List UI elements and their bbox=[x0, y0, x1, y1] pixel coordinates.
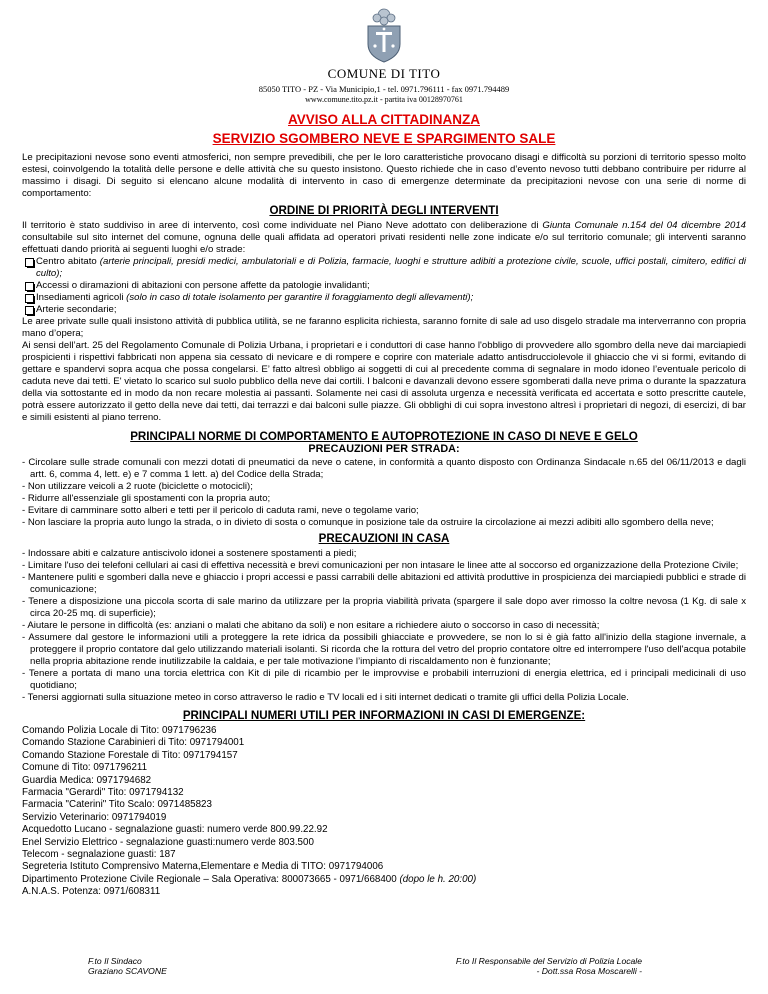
priority-paragraph bbox=[22, 220, 746, 256]
home-precaution-item: - Limitare l'uso dei telefoni cellulari ai casi di effettiva necessità e brevi comunicazioni per non intasare le linee atte al soccorso ed organizzazione della Protezione Civile; bbox=[22, 560, 739, 571]
priority-item-text: Arterie secondarie; bbox=[36, 304, 117, 315]
mayor-signature bbox=[88, 956, 167, 976]
coat-of-arms-icon bbox=[362, 8, 406, 64]
checkbox-icon bbox=[25, 306, 34, 315]
home-precaution-item: - Assumere dal gestore le informazioni utili a proteggere la rete idrica da possibili ghiacciate e provvedere, se non lo si è già fatto all'inizio della stagione invernale, a proteggere il proprio contatore dal gelo utilizzando materiali isolanti. Si ricorda che la rottura del vetro del proprio contatore oltre ed interrompere l'uso dell'acqua potabile nella propria abitazione rende inutilizzabile la caldaia, e per tale motivazione l’impianto di riscaldamento non è funzionante; bbox=[22, 632, 746, 667]
useful-number-line: Telecom - segnalazione guasti: 187 bbox=[22, 849, 176, 861]
municipality-website: www.comune.tito.pz.it - partita iva 00128970761 bbox=[305, 95, 463, 104]
checkbox-icon bbox=[25, 282, 34, 291]
intro-paragraph: Le precipitazioni nevose sono eventi atmosferici, non sempre prevedibili, che per le loro caratteristiche provocano disagi e difficoltà su porzioni di territorio spesso molto estesi, coinvolgendo la totalità delle persone e delle attività che su questo insistono. Questo richiede che in caso d’evento nevoso tutti debbano contribuire per ridurre al massimo i disagi. Di seguito si elencano alcune modalità di intervento in caso di emergenze determinate da precipitazioni nevose con una serie di norme di comportamento: bbox=[22, 152, 746, 199]
mayor-signature-title: F.to Il Sindaco bbox=[88, 956, 142, 966]
road-precaution-item: - Non lasciare la propria auto lungo la strada, o in divieto di sosta o comunque in posizione tale da ostruire la circolazione ai mezzi adibiti allo sgombero della neve; bbox=[22, 517, 714, 528]
section-behaviour-heading: PRINCIPALI NORME DI COMPORTAMENTO E AUTOPROTEZIONE IN CASO DI NEVE E GELO bbox=[130, 430, 638, 443]
notice-page bbox=[22, 0, 746, 899]
useful-number-line: Farmacia "Caterini" Tito Scalo: 0971485823 bbox=[22, 799, 212, 811]
priority-item-text: Centro abitato bbox=[36, 256, 100, 267]
priority-item bbox=[22, 280, 746, 292]
useful-numbers-heading: PRINCIPALI NUMERI UTILI PER INFORMAZIONI IN CASI DI EMERGENZE: bbox=[182, 709, 586, 722]
road-precaution-item: - Ridurre all'essenziale gli spostamenti con la propria auto; bbox=[22, 493, 271, 504]
regulation-paragraph: Ai sensi dell’art. 25 del Regolamento Comunale di Polizia Urbana, i proprietari e i conduttori di case hanno l'obbligo di provvedere allo sgombro della neve dai marciapiedi prospicienti i rispettivi fabbricati non appena sia cessato di nevicare e di rompere e coprire con materiale adatto antisdrucciolevole il ghiaccio che vi si formi, evitando di gettare e spandervi sopra acqua che possa congelarsi. E’ fatto altresì obbligo ai soggetti di cui al precedente comma di segnalare in modo idoneo l’eventuale pericolo di caduta neve dai tetti. E' vietato lo scarico sul suolo pubblico della neve dai cortili. I balconi e davanzali devono essere sgomberati dalla neve prima o durante la spazzatura della via sottostante ed in modo da non recare molestia ai passanti. Solamente nei casi di assoluta urgenza e necessità verificata ed accertata e sotto prescritte cautele, potrà essere autorizzato il getto della neve dai tetti, dai terrazzi e dai balconi sulle piazze. Gli obblighi di cui sopra investono altresì i proprietari di negozi, di esercizi, di bar e simili esistenti al piano terreno. bbox=[22, 340, 746, 423]
notice-subtitle: SERVIZIO SGOMBERO NEVE E SPARGIMENTO SALE bbox=[212, 131, 556, 146]
useful-number-line: A.N.A.S. Potenza: 0971/608311 bbox=[22, 886, 161, 898]
priority-text-c: consultabile sul sito internet del comune, ognuna delle quali affidata ad operatori privati residenti nelle zone indicate e/o sul territorio comunale; gli interventi saranno effettuati dando priorità ai seguenti luoghi e/o strade: bbox=[22, 232, 746, 255]
priority-item-text: Insediamenti agricoli bbox=[36, 292, 127, 303]
priority-item bbox=[22, 304, 746, 316]
civil-protection-number: Dipartimento Protezione Civile Regionale – Sala Operativa: 800073665 - 0971/668400 bbox=[22, 873, 400, 885]
police-signature-name: - Dott.ssa Rosa Moscarelli - bbox=[536, 966, 642, 976]
road-precautions-heading: PRECAUZIONI PER STRADA: bbox=[308, 443, 460, 455]
useful-number-line: Farmacia "Gerardi" Tito: 0971794132 bbox=[22, 787, 184, 799]
priority-item bbox=[22, 256, 746, 280]
useful-number-line bbox=[22, 874, 746, 886]
useful-number-line: Acquedotto Lucano - segnalazione guasti: numero verde 800.99.22.92 bbox=[22, 824, 328, 836]
road-precaution-item: - Circolare sulle strade comunali con mezzi dotati di pneumatici da neve o catene, in conformità a quanto disposto con Ordinanza Sindacale n.65 del 06/11/2013 e dagli artt. 6, comma 4, lett. e) e 7 comma 1 lett. a) del Codice della Strada; bbox=[22, 457, 746, 480]
home-precaution-item: - Tenere a portata di mano una torcia elettrica con Kit di pile di ricambio per le improvvise e probabili interruzioni di energia elettrica, ed i principali medicinali di uso quotidiano; bbox=[22, 668, 746, 691]
useful-number-line: Comando Stazione Forestale di Tito: 0971794157 bbox=[22, 749, 238, 761]
priority-item-text: Accessi o diramazioni di abitazioni con persone affette da patologie invalidanti; bbox=[36, 280, 370, 291]
civil-protection-note: (dopo le h. 20:00) bbox=[399, 873, 477, 885]
checkbox-icon bbox=[25, 294, 34, 303]
road-precaution-item: - Evitare di camminare sotto alberi e tetti per il pericolo di caduta rami, neve o tegolame vario; bbox=[22, 505, 419, 516]
useful-number-line: Guardia Medica: 0971794682 bbox=[22, 774, 152, 786]
private-areas-paragraph: Le aree private sulle quali insistono attività di pubblica utilità, se ne faranno esplicita richiesta, saranno fornite di sale ad uso disgelo stradale ma interverranno con propria mano d’opera; bbox=[22, 316, 746, 339]
useful-number-line: Enel Servizio Elettrico - segnalazione guasti:numero verde 803.500 bbox=[22, 836, 314, 848]
police-signature-title: F.to Il Responsabile del Servizio di Polizia Locale bbox=[455, 956, 642, 966]
home-precaution-item: - Aiutare le persone in difficoltà (es: anziani o malati che abitano da soli) e non esitare a richiedere aiuto o soccorso in caso di necessità; bbox=[22, 620, 600, 631]
useful-number-line: Comando Polizia Locale di Tito: 0971796236 bbox=[22, 725, 217, 736]
priority-item-note: (arterie principali, presidi medici, ambulatoriali e di Polizia, farmacie, luoghi e strutture adibiti a protezione civile, scuole, uffici postali, cimitero, edifici di culto); bbox=[36, 256, 746, 279]
mayor-signature-name: Graziano SCAVONE bbox=[88, 966, 167, 976]
home-precaution-item: - Mantenere puliti e sgomberi dalla neve e ghiaccio i propri accessi e passi carrabili delle abitazioni ed attività produttive in prospicienza dei marciapiedi pubblici e strade di comunicazione; bbox=[22, 572, 746, 595]
municipality-address: 85050 TITO - PZ - Via Municipio,1 - tel. 0971.796111 - fax 0971.794489 bbox=[258, 84, 510, 94]
road-precaution-item: - Non utilizzare veicoli a 2 ruote (biciclette o motocicli); bbox=[22, 481, 253, 492]
priority-text-deliberation: Giunta Comunale n.154 del 04 dicembre 2014 bbox=[542, 220, 746, 231]
municipality-name: COMUNE DI TITO bbox=[327, 66, 441, 81]
priority-text-a: Il territorio è stato suddiviso in aree di intervento, così come individuate nel Piano Neve adottato con deliberazione di bbox=[22, 220, 543, 231]
useful-number-line: Servizio Veterinario: 0971794019 bbox=[22, 811, 167, 823]
home-precautions-heading: PRECAUZIONI IN CASA bbox=[318, 532, 450, 545]
priority-item bbox=[22, 292, 746, 304]
home-precaution-item: - Indossare abiti e calzature antiscivolo idonei a sostenere spostamenti a piedi; bbox=[22, 548, 357, 559]
notice-title: AVVISO ALLA CITTADINANZA bbox=[288, 112, 480, 127]
useful-number-line: Segreteria Istituto Comprensivo Materna,Elementare e Media di TITO: 0971794006 bbox=[22, 861, 384, 873]
home-precaution-item: - Tenersi aggiornati sulla situazione meteo in corso attraverso le radio e TV locali ed i siti internet dedicati o tramite gli uffici della Polizia Locale. bbox=[22, 692, 629, 703]
home-precaution-item: - Tenere a disposizione una piccola scorta di sale marino da utilizzare per la propria viabilità privata (spargere il sale dopo aver rimosso la coltre nevosa (1 Kg. di sale x circa 20-25 mq. di superficie); bbox=[22, 596, 746, 619]
priority-item-note: (solo in caso di totale isolamento per garantire il foraggiamento degli allevamenti); bbox=[126, 292, 474, 303]
useful-number-line: Comune di Tito: 0971796211 bbox=[22, 762, 148, 774]
useful-number-line: Comando Stazione Carabinieri di Tito: 0971794001 bbox=[22, 737, 245, 749]
section-priority-heading: ORDINE DI PRIORITÀ DEGLI INTERVENTI bbox=[269, 204, 499, 217]
letterhead bbox=[22, 0, 746, 146]
police-signature bbox=[456, 956, 642, 976]
checkbox-icon bbox=[25, 258, 34, 267]
